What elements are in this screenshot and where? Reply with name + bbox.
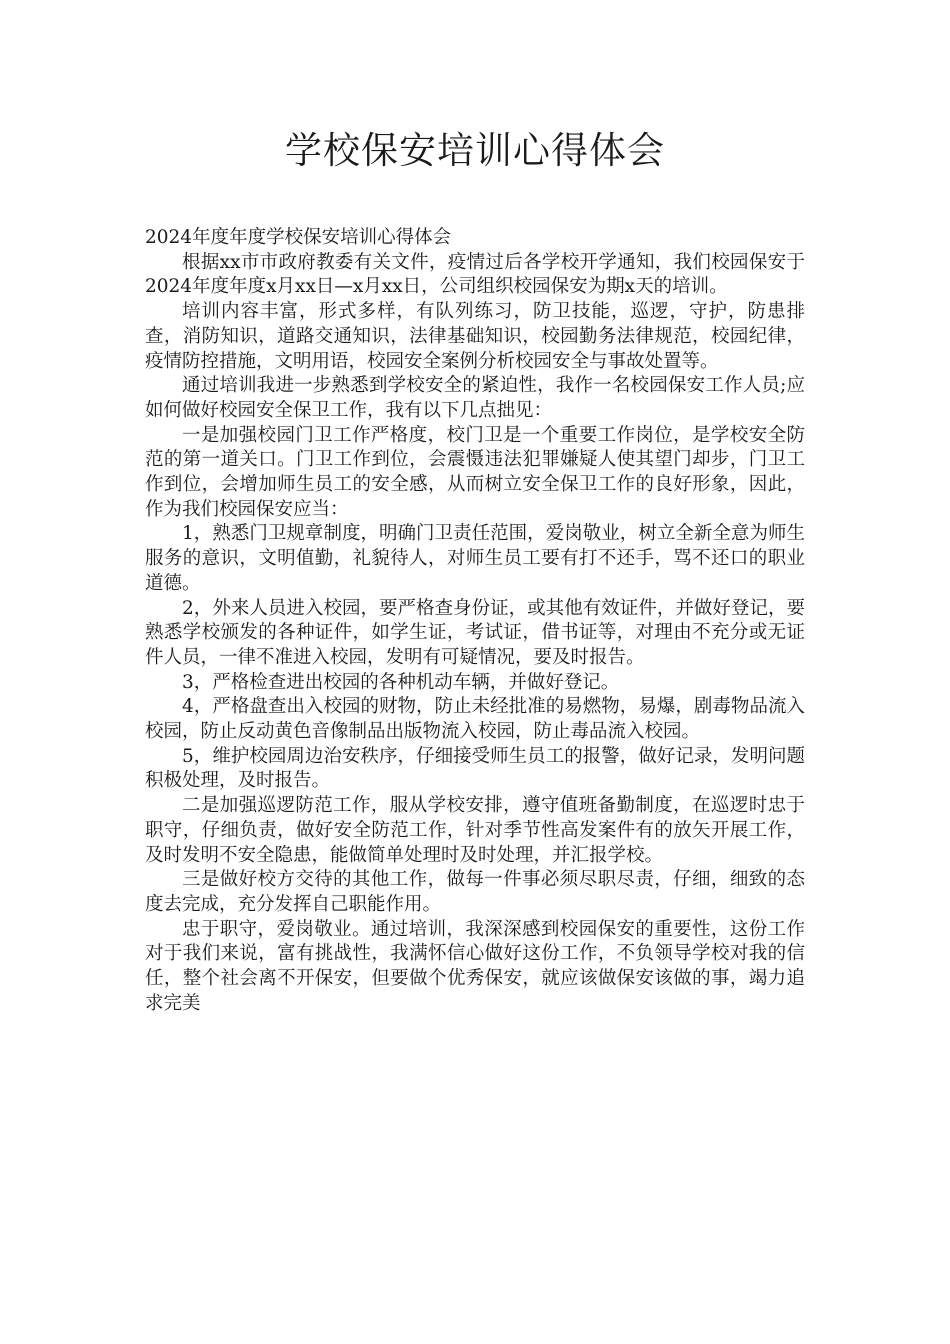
paragraph-point-one: 一是加强校园门卫工作严格度，校门卫是一个重要工作岗位，是学校安全防范的第一道关口。门卫工作到位，会震慑违法犯罪嫌疑人使其望门却步，门卫工作到位，会增加师生员工的安全感，从而树立安全保卫工作的良好形象，因此，作为我们校园保安应当： (145, 424, 805, 520)
document-title: 学校保安培训心得体会 (285, 129, 665, 172)
paragraph-item-3: 3，严格检查进出校园的各种机动车辆，并做好登记。 (182, 671, 620, 693)
paragraph-item-4: 4，严格盘查出入校园的财物，防止未经批准的易燃物，易爆，剧毒物品流入校园，防止反动黄色音像制品出版物流入校园，防止毒品流入校园。 (145, 696, 805, 743)
paragraph-conclusion: 忠于职守，爱岗敬业。通过培训，我深深感到校园保安的重要性，这份工作对于我们来说，富有挑战性，我满怀信心做好这份工作，不负领导学校对我的信任，整个社会离不开保安，但要做个优秀保安，就应该做保安该做的事，竭力追求完美 (145, 918, 805, 1014)
document-subtitle: 2024年度年度学校保安培训心得体会 (145, 227, 452, 248)
paragraph-item-2: 2，外来人员进入校园，要严格查身份证，或其他有效证件，并做好登记，要熟悉学校颁发的各种证件，如学生证，考试证，借书证等，对理由不充分或无证件人员，一律不准进入校园，发明有可疑情况，要及时报告。 (145, 597, 805, 668)
paragraph-item-1: 1，熟悉门卫规章制度，明确门卫责任范围，爱岗敬业，树立全新全意为师生服务的意识，文明值勤，礼貌待人，对师生员工要有打不还手，骂不还口的职业道德。 (145, 523, 805, 594)
paragraph-intro: 根据xx市市政府教委有关文件，疫情过后各学校开学通知，我们校园保安于2024年度年度x月xx日—x月xx日，公司组织校园保安为期x天的培训。 (145, 251, 805, 298)
paragraph-point-three: 三是做好校方交待的其他工作，做每一件事必须尽职尽责，仔细，细致的态度去完成，充分发挥自己职能作用。 (145, 869, 805, 915)
paragraph-training-content: 培训内容丰富，形式多样，有队列练习，防卫技能，巡逻，守护，防患排查，消防知识，道路交通知识，法律基础知识，校园勤务法律规范，校园纪律，疫情防控措施，文明用语，校园安全案例分析校园安全与事故处置等。 (145, 301, 805, 372)
document-body (145, 226, 805, 1017)
paragraph-opinions-intro: 通过培训我进一步熟悉到学校安全的紧迫性，我作一名校园保安工作人员;应如何做好校园安全保卫工作，我有以下几点拙见： (145, 375, 805, 421)
paragraph-item-5: 5，维护校园周边治安秩序，仔细接受师生员工的报警，做好记录，发明问题积极处理，及时报告。 (145, 745, 805, 792)
paragraph-point-two: 二是加强巡逻防范工作，服从学校安排，遵守值班备勤制度，在巡逻时忠于职守，仔细负责，做好安全防范工作，针对季节性高发案件有的放矢开展工作，及时发明不安全隐患，能做简单处理时及时处理，并汇报学校。 (145, 795, 805, 866)
